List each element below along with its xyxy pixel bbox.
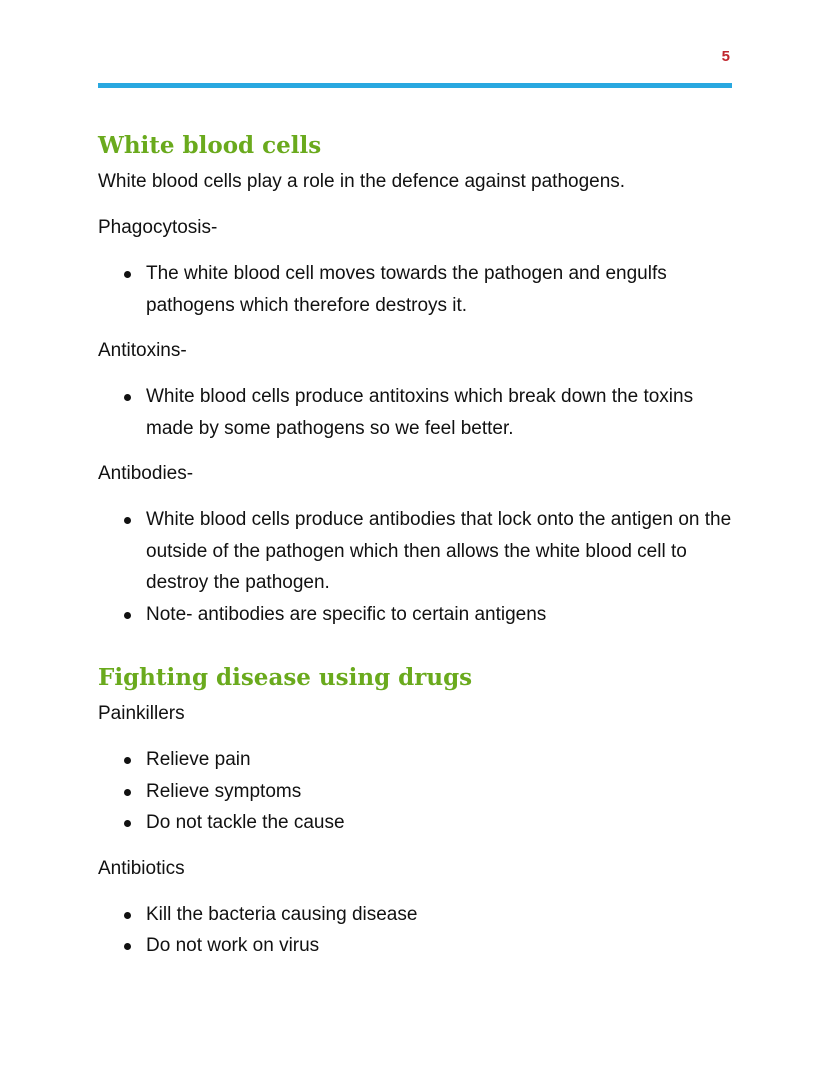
bullet-list (98, 899, 732, 962)
section-intro: White blood cells play a role in the defence against pathogens. (98, 171, 626, 192)
subheading-phagocytosis: Phagocytosis- (98, 217, 218, 238)
list-item: Kill the bacteria causing disease (98, 899, 732, 931)
section-heading: Fighting disease using drugs (98, 664, 473, 691)
bullet-list (98, 258, 732, 321)
subheading-antitoxins: Antitoxins- (98, 340, 187, 361)
list-item: White blood cells produce antitoxins which break down the toxins made by some pathogens so we feel better. (98, 381, 732, 444)
subheading-painkillers: Painkillers (98, 703, 185, 724)
bullet-list (98, 381, 732, 444)
header-rule (98, 83, 732, 88)
subheading-antibodies: Antibodies- (98, 463, 194, 484)
section-white-blood-cells (98, 128, 732, 630)
section-heading: White blood cells (98, 132, 322, 159)
list-item: The white blood cell moves towards the pathogen and engulfs pathogens which therefore destroys it. (98, 258, 732, 321)
page-number: 5 (721, 48, 730, 65)
subheading-antibiotics: Antibiotics (98, 857, 185, 879)
list-item: Do not work on virus (98, 930, 732, 962)
bullet-list (98, 504, 732, 630)
list-item: Note- antibodies are specific to certain antigens (98, 599, 732, 631)
list-item: White blood cells produce antibodies that lock onto the antigen on the outside of the pathogen which then allows the white blood cell to destroy the pathogen. (98, 504, 732, 599)
section-fighting-disease (98, 660, 732, 962)
bullet-list (98, 744, 732, 839)
list-item: Relieve symptoms (98, 776, 732, 808)
list-item: Relieve pain (98, 744, 732, 776)
document-body (98, 128, 732, 962)
list-item: Do not tackle the cause (98, 807, 732, 839)
